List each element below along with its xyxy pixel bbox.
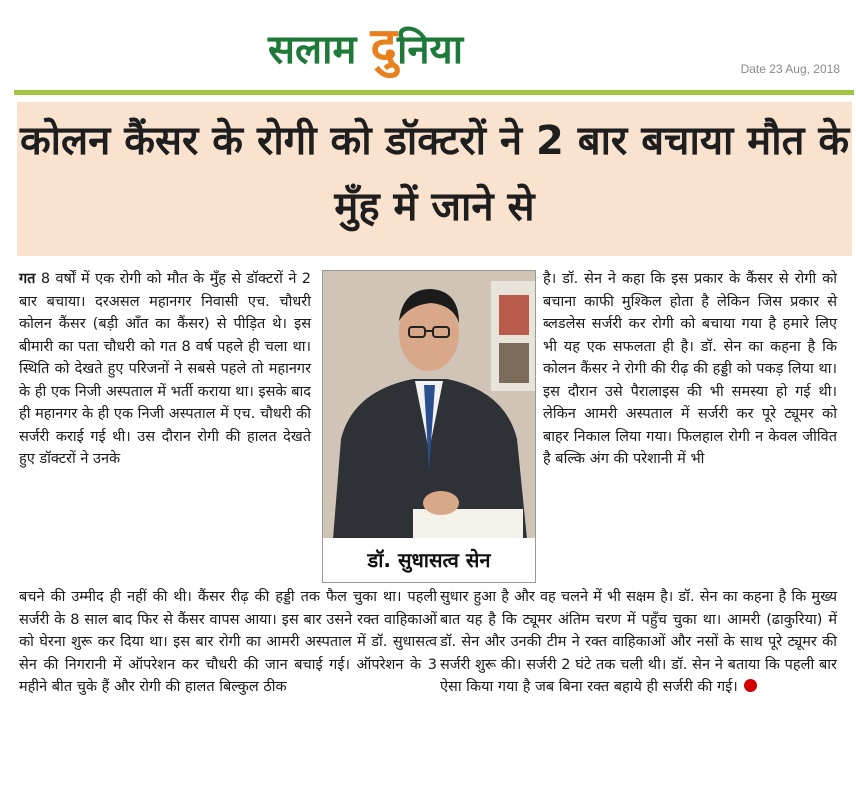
column-2-text: है। डॉ. सेन ने कहा कि इस प्रकार के कैंसर से रोगी को बचाना काफी मुश्किल होता है लेकिन जिस प्रकार से ब्लडलेस सर्जरी कर रोगी को बचाया गया है हमारे लिए भी यह एक सफलता ही है। डॉ. सेन का कहना है कि कोलन कैंसर ने रोगी की रीढ़ की हड्डी को पकड़ लिया था। इस दौरान उसे पैरालाइस की भी समस्या हो गई थी। लेकिन आमरी अस्पताल में सर्जरी कर पूरे ट्यूमर को बाहर निकाल लिया गया। फिलहाल रोगी न केवल जीवित है बल्कि अंग की परेशानी में भी [543,271,837,467]
article-headline: कोलन कैंसर के रोगी को डॉक्टरों ने 2 बार बचाया मौत के मुँह में जाने से [19,118,850,230]
column-1-bottom-text: बचने की उम्मीद ही नहीं की थी। कैंसर रीढ़ की हड्डी तक फैल चुका था। पहली सर्जरी के 8 साल बाद फिर से कैंसर वापस आया। इस बार उसने रक्त वाहिकाओं को घेरना शुरू कर दिया था। इस बार रोगी का आमरी अस्पताल में डॉ. सुधासत्व सेन की निगरानी में ऑपरेशन कर चौधरी की जान बचाई गई। ऑपरेशन के 3 महीने बीत चुके हैं और रोगी की हालत बिल्कुल ठीक [19,589,437,695]
article-column-1-bottom [19,586,437,699]
doctor-portrait-illustration [323,271,535,539]
publication-date: Date 23 Aug, 2018 [740,62,840,76]
red-dot-icon [744,679,757,692]
article-column-1-top [19,268,311,471]
article-column-2-bottom [440,586,837,699]
logo-stylized-syllable: दु [370,16,397,75]
masthead-divider [14,90,854,95]
column-2-bottom-text: सुधार हुआ है और वह चलने में भी सक्षम है। डॉ. सेन का कहना है कि मुख्य बात यह है कि ट्यूमर अंतिम चरण में पहुँच चुका था। आमरी (ढाकुरिया) में डॉ. सेन और उनकी टीम ने रक्त वाहिकाओं और नसों के साथ पूरे ट्यूमर की सर्जरी शुरू की। सर्जरी 2 घंटे तक चली थी। डॉ. सेन ने बताया कि पहली बार ऐसा किया गया है जब बिना रक्त बहाये ही सर्जरी की गई। [440,589,837,695]
column-1-text: 8 वर्षों में एक रोगी को मौत के मुँह से डॉक्टरों ने 2 बार बचाया। दरअसल महानगर निवासी एच. चौधरी कोलन कैंसर (बड़ी आँत का कैंसर) से पीड़ित थे। इस बीमारी का पता चौधरी को गत 8 वर्ष पहले ही चला था। स्थिति को देखते हुए परिजनों ने सबसे पहले तो महानगर के ही एक निजी अस्पताल में भर्ती कराया था। इसके बाद ही महानगर के ही एक निजी अस्पताल में एच. चौधरी की सर्जरी कराई गई थी। उस दौरान रोगी की हालत देखते हुए डॉक्टरों ने उनके [19,271,311,467]
photo-caption: डॉ. सुधासत्व सेन [322,538,536,583]
logo-word-rest: निया [396,26,464,73]
logo-word-salam: सलाम [268,26,357,73]
doctor-photo [322,270,536,540]
masthead [0,0,856,92]
lead-word: गत [19,271,36,287]
newspaper-logo [268,18,463,78]
article-column-2-top [543,268,837,471]
